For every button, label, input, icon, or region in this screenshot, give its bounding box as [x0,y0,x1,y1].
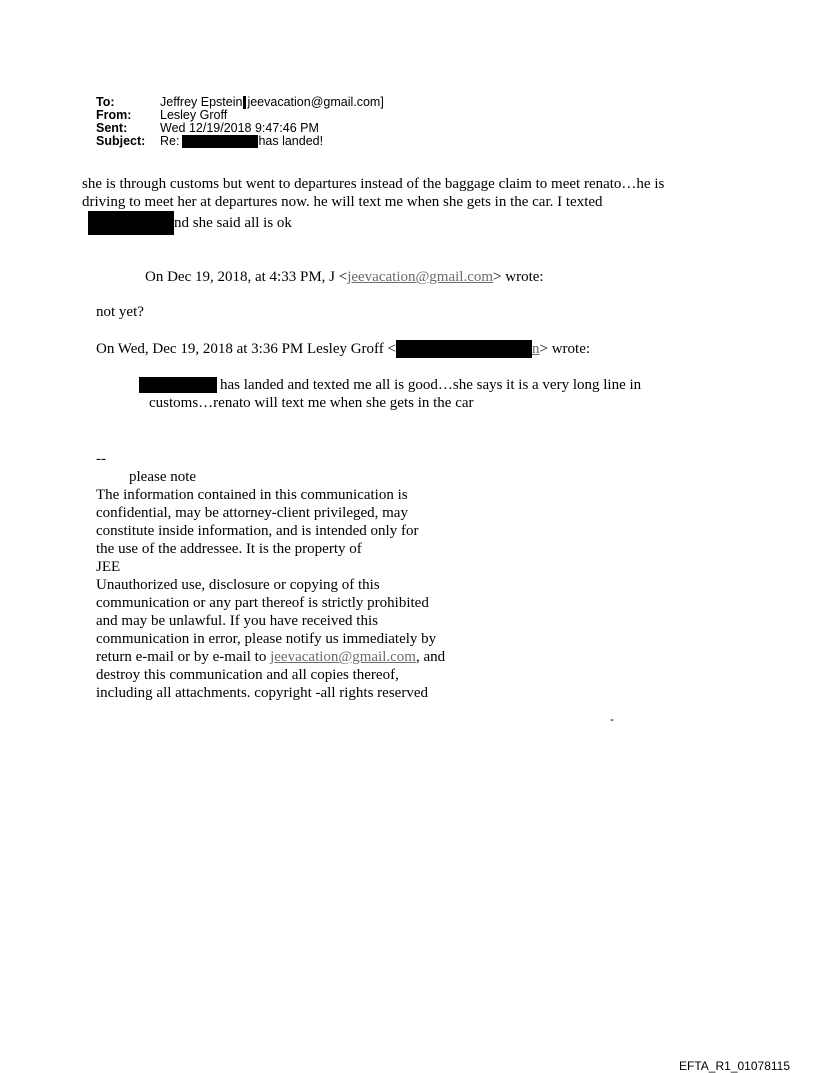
to-row [96,96,384,109]
disclaimer-line: communication or any part thereof is strictly prohibited [96,595,429,611]
disclaimer-line: constitute inside information, and is intended only for [96,523,419,539]
quoted-message [139,376,641,412]
disclaimer-line [96,648,445,666]
disclaimer-line: including all attachments. copyright -all rights reserved [96,685,428,701]
redaction-block [396,340,532,358]
quote-header-prefix: On Wed, Dec 19, 2018 at 3:36 PM Lesley Groff < [96,341,396,357]
disclaimer-line: destroy this communication and all copies thereof, [96,667,399,683]
redaction-mark [243,96,246,109]
email-link[interactable]: jeevacation@gmail.com [270,649,416,665]
to-address: jeevacation@gmail.com] [247,95,384,109]
quote-header [96,340,590,358]
quote-header-prefix: On Dec 19, 2018, at 4:33 PM, J < [145,269,348,285]
subject-row [96,135,384,148]
email-header [96,96,384,148]
disclaimer-line: The information contained in this communication is [96,487,408,503]
signature-dashes: -- [96,451,106,467]
quote-header-suffix: > wrote: [493,269,544,285]
document-id: EFTA_R1_01078115 [679,1059,790,1073]
redaction-block [139,377,217,393]
subject-label: Subject: [96,134,146,148]
quote-header [145,268,544,286]
from-value: Lesley Groff [160,108,228,122]
message-line: has landed and texted me all is good…she says it is a very long line in [220,377,642,393]
disclaimer-text: , and [415,649,446,665]
stray-mark: - [610,712,614,726]
disclaimer-line: confidential, may be attorney-client privileged, may [96,505,408,521]
disclaimer-line: Unauthorized use, disclosure or copying of this [96,577,380,593]
subject-suffix: has landed! [258,134,324,148]
subject-prefix: Re: [160,134,180,148]
redaction-block [182,135,258,148]
disclaimer-line: the use of the addressee. It is the property of [96,541,362,557]
redaction-block [88,211,174,235]
please-note: please note [129,469,197,485]
to-name: Jeffrey Epstein [160,95,243,109]
to-label: To: [96,95,115,109]
message-line: customs…renato will text me when she gets in the car [149,395,474,411]
message-line: driving to meet her at departures now. he will text me when she gets in the car. I texted [82,194,603,210]
quote-header-suffix: > wrote: [539,341,591,357]
disclaimer-line: and may be unlawful. If you have received this [96,613,378,629]
disclaimer-line: communication in error, please notify us immediately by [96,631,437,647]
email-link[interactable]: jeevacation@gmail.com [347,269,494,285]
message-line: she is through customs but went to departures instead of the baggage claim to meet renato…he is [82,176,665,192]
reply-text: not yet? [96,304,144,320]
message-line: nd she said all is ok [174,215,292,231]
message-paragraph [82,175,664,235]
from-label: From: [96,108,132,122]
disclaimer-text: return e-mail or by e-mail to [96,649,271,665]
sent-label: Sent: [96,121,128,135]
disclaimer-line: JEE [96,559,121,575]
sent-value: Wed 12/19/2018 9:47:46 PM [160,121,319,135]
email-link[interactable]: n [532,341,540,357]
disclaimer [96,486,445,702]
